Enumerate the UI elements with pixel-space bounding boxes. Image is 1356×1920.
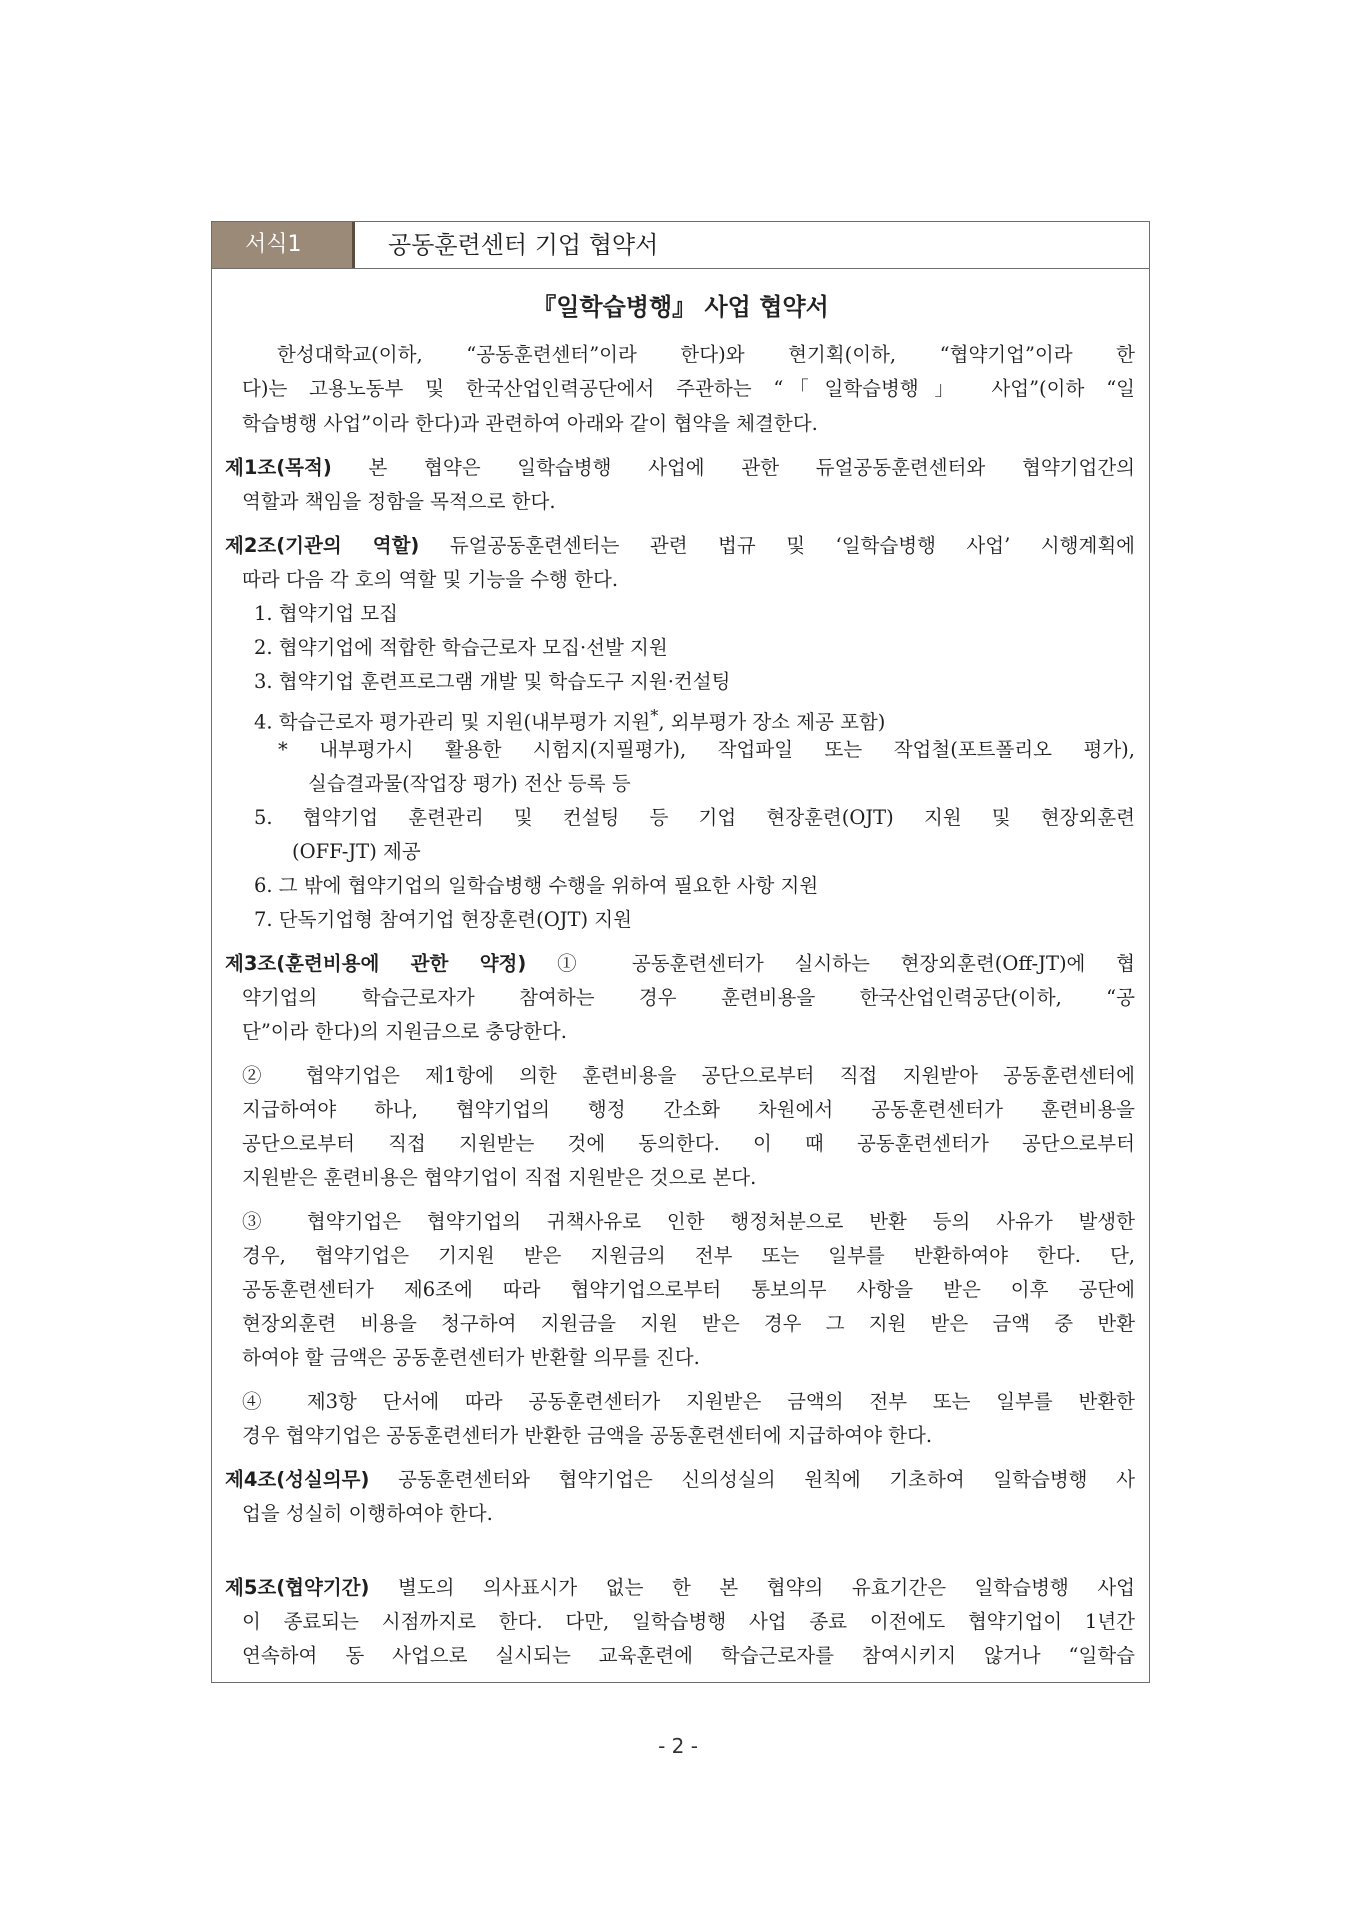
article-3-line: 제3조(훈련비용에 관한 약정) ① 공동훈련센터가 실시하는 현장외훈련(Off-JT)에 협 [225,952,1135,975]
article-1-line: 제1조(목적) 본 협약은 일학습병행 사업에 관한 듀얼공동훈련센터와 협약기업간의 [225,456,1136,479]
intro-line: 다)는 고용노동부 및 한국산업인력공단에서 주관하는 “「일학습병행」 사업”(이하 “일 [242,377,1135,400]
article-2-heading: 제2조(기관의 역할) [225,534,420,557]
article-3-line: 지급하여야 하나, 협약기업의 행정 간소화 차원에서 공동훈련센터가 훈련비용을 [242,1098,1135,1121]
form-tag: 서식1 [212,222,352,268]
article-3-line: 지원받은 훈련비용은 협약기업이 직접 지원받은 것으로 본다. [242,1166,757,1189]
article-5-heading: 제5조(협약기간) [225,1576,370,1599]
article-1-heading: 제1조(목적) [225,456,332,479]
list-item: (OFF-JT) 제공 [292,840,421,863]
list-item: 1. 협약기업 모집 [254,602,399,625]
list-item: 2. 협약기업에 적합한 학습근로자 모집·선발 지원 [254,636,668,659]
article-3-line: 경우, 협약기업은 기지원 받은 지원금의 전부 또는 일부를 반환하여야 한다. 단, [242,1244,1135,1267]
list-note: * 내부평가시 활용한 시험지(지필평가), 작업파일 또는 작업철(포트폴리오 평가), [278,738,1135,761]
article-5-line: 제5조(협약기간) 별도의 의사표시가 없는 한 본 협약의 유효기간은 일학습병행 사업 [225,1576,1136,1599]
intro-line: 한성대학교(이하, “공동훈련센터”이라 한다)와 현기획(이하, “협약기업”이라 한 [277,343,1135,366]
article-3-line: 공단으로부터 직접 지원받는 것에 동의한다. 이 때 공동훈련센터가 공단으로부터 [242,1132,1135,1155]
article-3-line: 약기업의 학습근로자가 참여하는 경우 훈련비용을 한국산업인력공단(이하, “공 [242,986,1135,1009]
article-3-line: ④ 제3항 단서에 따라 공동훈련센터가 지원받은 금액의 전부 또는 일부를 반환한 [242,1390,1135,1413]
article-3-line: 하여야 할 금액은 공동훈련센터가 반환할 의무를 진다. [242,1346,700,1369]
form-title: 공동훈련센터 기업 협약서 [388,231,659,259]
article-3-line: ② 협약기업은 제1항에 의한 훈련비용을 공단으로부터 직접 지원받아 공동훈련센터에 [242,1064,1135,1087]
list-item: 6. 그 밖에 협약기업의 일학습병행 수행을 위하여 필요한 사항 지원 [254,874,819,897]
article-3-line: 공동훈련센터가 제6조에 따라 협약기업으로부터 통보의무 사항을 받은 이후 공단에 [242,1278,1135,1301]
article-3-line: ③ 협약기업은 협약기업의 귀책사유로 인한 행정처분으로 반환 등의 사유가 발생한 [242,1210,1135,1233]
article-3-line: 현장외훈련 비용을 청구하여 지원금을 지원 받은 경우 그 지원 받은 금액 중 반환 [242,1312,1135,1335]
article-2-line: 따라 다음 각 호의 역할 및 기능을 수행 한다. [242,568,619,591]
tag-divider [352,222,355,268]
list-note: 실습결과물(작업장 평가) 전산 등록 등 [308,772,631,795]
form-frame [211,221,1150,1683]
article-3-line: 단”이라 한다)의 지원금으로 충당한다. [242,1020,567,1043]
article-4-heading: 제4조(성실의무) [225,1468,370,1491]
page-number: - 2 - [658,1734,698,1758]
article-3-heading: 제3조(훈련비용에 관한 약정) [225,952,527,975]
article-1-line: 역할과 책임을 정함을 목적으로 한다. [242,490,556,513]
form-header [212,222,1149,269]
intro-line: 학습병행 사업”이라 한다)과 관련하여 아래와 같이 협약을 체결한다. [242,412,818,435]
article-4-line: 업을 성실히 이행하여야 한다. [242,1502,493,1525]
article-4-line: 제4조(성실의무) 공동훈련센터와 협약기업은 신의성실의 원칙에 기초하여 일학습병행 사 [225,1468,1135,1491]
list-item: 5. 협약기업 훈련관리 및 컨설팅 등 기업 현장훈련(OJT) 지원 및 현장외훈련 [254,806,1135,829]
list-item: 3. 협약기업 훈련프로그램 개발 및 학습도구 지원·컨설팅 [254,670,731,693]
article-3-line: 경우 협약기업은 공동훈련센터가 반환한 금액을 공동훈련센터에 지급하여야 한다. [242,1424,933,1447]
article-2-line: 제2조(기관의 역할) 듀얼공동훈련센터는 관련 법규 및 ‘일학습병행 사업’ 시행계획에 [225,534,1135,557]
list-item: 4. 학습근로자 평가관리 및 지원(내부평가 지원*, 외부평가 장소 제공 포함) [254,706,886,734]
list-item: 7. 단독기업형 참여기업 현장훈련(OJT) 지원 [254,908,632,931]
article-5-line: 연속하여 동 사업으로 실시되는 교육훈련에 학습근로자를 참여시키지 않거나 “일학습 [242,1644,1135,1667]
article-5-line: 이 종료되는 시점까지로 한다. 다만, 일학습병행 사업 종료 이전에도 협약기업이 1년간 [242,1610,1135,1633]
footnote-marker: * [650,706,659,725]
document-title: 『일학습병행』 사업 협약서 [532,293,829,321]
